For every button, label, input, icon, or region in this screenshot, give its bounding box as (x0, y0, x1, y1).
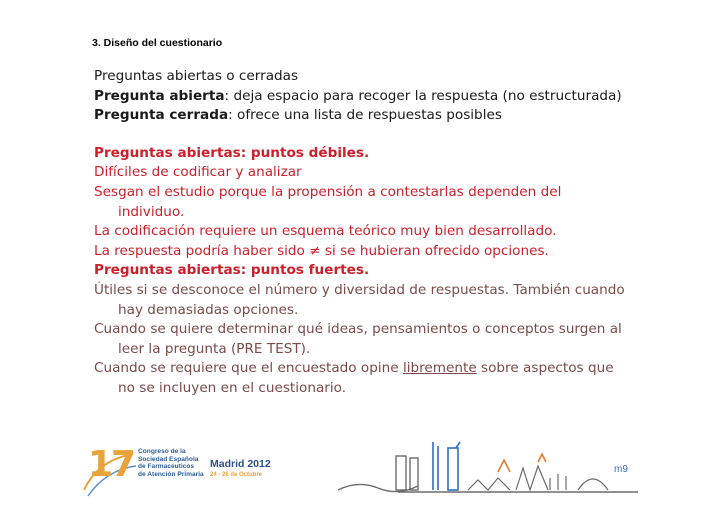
congress-number: 17 (88, 444, 135, 485)
strong-item-3-cont: no se incluyen en el cuestionario. (118, 379, 347, 396)
underlined-word: libremente (402, 360, 477, 377)
skyline-tag: m9 (614, 464, 628, 475)
congress-name-line: de Atención Primaria (138, 470, 204, 478)
strong-heading-text: Preguntas abiertas: puntos fuertes. (94, 262, 370, 279)
closed-question-definition (94, 106, 694, 126)
event-location: Madrid 2012 (210, 458, 271, 470)
strong-item-2-cont: leer la pregunta (PRE TEST). (118, 340, 311, 357)
strong-item-1: Útiles si se desconoce el número y diversidad de respuestas. También cuando (94, 281, 625, 298)
open-question-definition (94, 87, 694, 107)
strong-item-3-b: sobre aspectos que (476, 360, 614, 377)
strong-item-2: Cuando se quiere determinar qué ideas, pensamientos o conceptos surgen al (94, 321, 622, 338)
closed-question-desc: : ofrece una lista de respuestas posibles (228, 107, 502, 124)
event-dates: 24 - 26 de Octubre (210, 472, 263, 478)
open-question-term: Pregunta abierta (94, 87, 225, 104)
strong-points-heading (94, 261, 694, 281)
congress-name (138, 448, 208, 478)
section-title: 3. Diseño del cuestionario (92, 37, 223, 49)
congress-name-line: Sociedad Española (138, 455, 199, 463)
congress-name-line: Congreso de la (138, 448, 186, 455)
open-question-desc: : deja espacio para recoger la respuesta (no estructurada) (224, 87, 622, 104)
strong-item-3 (94, 359, 694, 379)
weak-item-1: Difíciles de codificar y analizar (94, 164, 302, 181)
congress-name-line: de Farmacéuticos (138, 463, 195, 471)
weak-item-2: Sesgan el estudio porque la propensión a contestarlas dependen del (94, 183, 562, 200)
strong-item-1-cont: hay demasiadas opciones. (118, 301, 299, 318)
weak-item-3: La codificación requiere un esquema teórico muy bien desarrollado. (94, 223, 557, 240)
slide-body (94, 67, 694, 399)
footer-banner (0, 438, 728, 515)
weak-points-heading (94, 144, 694, 164)
strong-item-3-a: Cuando se requiere que el encuestado opine (94, 360, 403, 377)
weak-item-2-cont: individuo. (118, 203, 185, 220)
weak-item-4: La respuesta podría haber sido ≠ si se hubieran ofrecido opciones. (94, 242, 549, 259)
intro-heading: Preguntas abiertas o cerradas (94, 68, 299, 84)
weak-heading-text: Preguntas abiertas: puntos débiles. (94, 144, 370, 161)
spacer (94, 126, 694, 144)
madrid-skyline-icon (338, 438, 638, 504)
closed-question-term: Pregunta cerrada (94, 107, 229, 124)
